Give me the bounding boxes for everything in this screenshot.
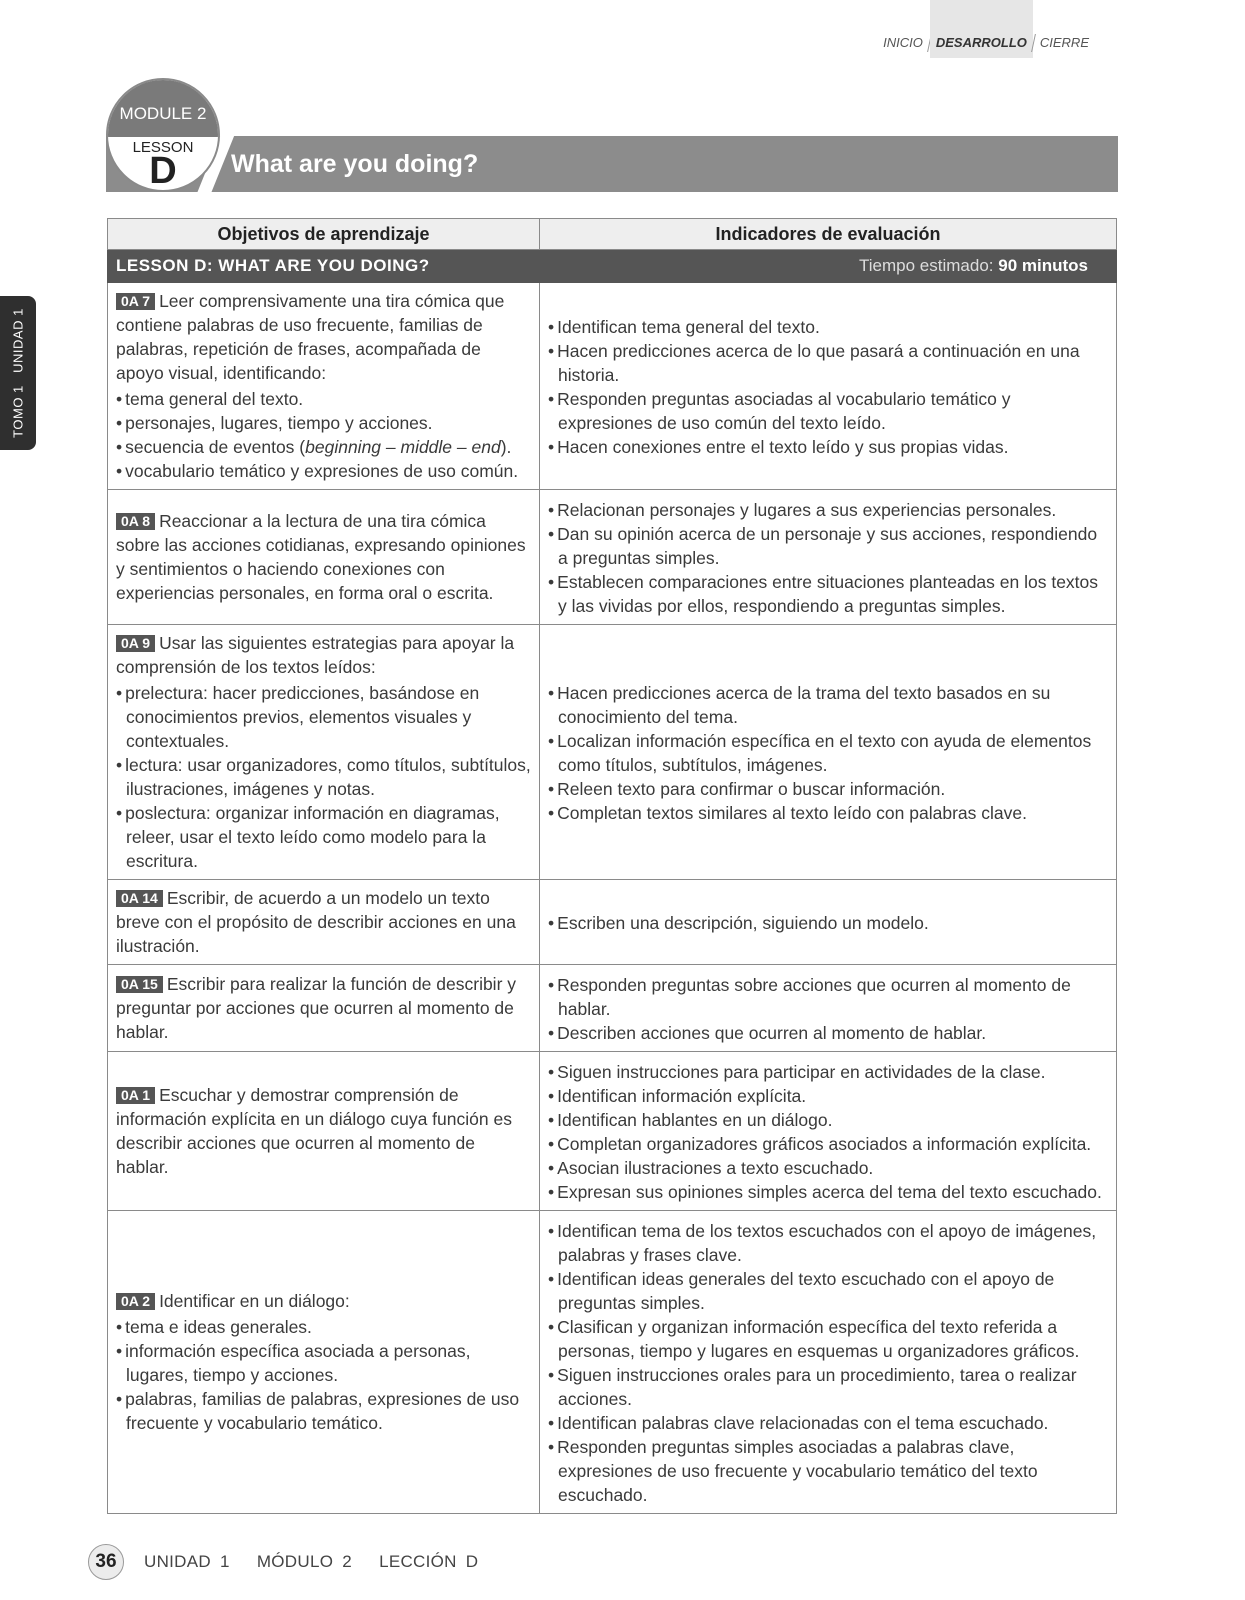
table-row bbox=[108, 283, 1117, 490]
list-item: • Identifican palabras clave relacionadas con el tema escuchado. bbox=[548, 1411, 1108, 1435]
objective-cell bbox=[108, 490, 540, 625]
oa-code-badge: 0A 15 bbox=[116, 976, 163, 993]
list-item: • Asocian ilustraciones a texto escuchado. bbox=[548, 1156, 1108, 1180]
objective-description: Leer comprensivamente una tira cómica que contiene palabras de uso frecuente, familias de palabras, repetición de frases, acompañada de apoyo visual, identificando: bbox=[116, 291, 505, 383]
list-item: • Identifican tema general del texto. bbox=[548, 315, 1108, 339]
col-header-indicators: Indicadores de evaluación bbox=[540, 219, 1117, 250]
lesson-row bbox=[108, 250, 1117, 283]
table-row bbox=[108, 1211, 1117, 1514]
list-item: • Hacen predicciones acerca de la trama del texto basados en su conocimiento del tema. bbox=[548, 681, 1108, 729]
list-item: • Relacionan personajes y lugares a sus experiencias personales. bbox=[548, 498, 1108, 522]
indicator-list bbox=[548, 973, 1108, 1045]
indicator-list bbox=[548, 681, 1108, 825]
table-row bbox=[108, 1052, 1117, 1211]
list-item: • Responden preguntas sobre acciones que ocurren al momento de hablar. bbox=[548, 973, 1108, 1021]
indicator-list bbox=[548, 1219, 1108, 1507]
objective-cell bbox=[108, 880, 540, 965]
list-item: • Dan su opinión acerca de un personaje y sus acciones, respondiendo a preguntas simples. bbox=[548, 522, 1108, 570]
section-nav bbox=[877, 0, 1095, 58]
objective-description: Reaccionar a la lectura de una tira cómica sobre las acciones cotidianas, expresando opiniones y sentimientos o haciendo conexiones con experiencias personales, en forma oral o escrita. bbox=[116, 511, 526, 603]
indicator-cell bbox=[540, 1211, 1117, 1514]
table-row bbox=[108, 880, 1117, 965]
indicator-list bbox=[548, 315, 1108, 459]
objective-description: Escribir para realizar la función de describir y preguntar por acciones que ocurren al momento de hablar. bbox=[116, 974, 517, 1042]
list-item: • Localizan información específica en el texto con ayuda de elementos como títulos, subtítulos, imágenes. bbox=[548, 729, 1108, 777]
list-item: • vocabulario temático y expresiones de uso común. bbox=[116, 459, 531, 483]
list-item: • Hacen predicciones acerca de lo que pasará a continuación en una historia. bbox=[548, 339, 1108, 387]
indicator-cell bbox=[540, 283, 1117, 490]
oa-code-badge: 0A 1 bbox=[116, 1087, 155, 1104]
list-item: • Responden preguntas simples asociadas a palabras clave, expresiones de uso frecuente y vocabulario temático del texto escuchado. bbox=[548, 1435, 1108, 1507]
list-item: • Identifican tema de los textos escuchados con el apoyo de imágenes, palabras y frases clave. bbox=[548, 1219, 1108, 1267]
oa-code-badge: 0A 14 bbox=[116, 890, 163, 907]
list-item: • Identifican ideas generales del texto escuchado con el apoyo de preguntas simples. bbox=[548, 1267, 1108, 1315]
nav-desarrollo: DESARROLLO bbox=[930, 0, 1033, 58]
oa-code-badge: 0A 2 bbox=[116, 1293, 155, 1310]
oa-code-badge: 0A 7 bbox=[116, 293, 155, 310]
list-item: • poslectura: organizar información en diagramas, releer, usar el texto leído como modelo para la escritura. bbox=[116, 801, 531, 873]
list-item: • Expresan sus opiniones simples acerca del tema del texto escuchado. bbox=[548, 1180, 1108, 1204]
side-tab-label: TOMO 1 UNIDAD 1 bbox=[10, 308, 26, 438]
side-tab bbox=[0, 296, 36, 450]
time-value: 90 minutos bbox=[998, 256, 1088, 275]
list-item: • Completan organizadores gráficos asociados a información explícita. bbox=[548, 1132, 1108, 1156]
footer-text: UNIDAD 1 MÓDULO 2 LECCIÓN D bbox=[144, 1552, 479, 1571]
lesson-letter: D bbox=[149, 150, 177, 192]
list-item: • Responden preguntas asociadas al vocabulario temático y expresiones de uso común del texto leído. bbox=[548, 387, 1108, 435]
objective-text bbox=[116, 1083, 531, 1179]
list-item: • Escriben una descripción, siguiendo un modelo. bbox=[548, 911, 1108, 935]
indicator-cell bbox=[540, 625, 1117, 880]
objective-cell bbox=[108, 965, 540, 1052]
objective-bullets bbox=[116, 387, 531, 483]
lesson-title: What are you doing? bbox=[106, 136, 1118, 192]
lesson-word: LESSON bbox=[132, 139, 194, 156]
objective-text bbox=[116, 289, 531, 385]
lesson-header bbox=[106, 78, 1118, 196]
objective-description: Identificar en un diálogo: bbox=[159, 1291, 350, 1311]
table-body bbox=[108, 283, 1117, 1514]
list-item: • Siguen instrucciones para participar en actividades de la clase. bbox=[548, 1060, 1108, 1084]
objective-bullets bbox=[116, 681, 531, 873]
objective-bullets bbox=[116, 1315, 531, 1435]
module-badge bbox=[106, 78, 220, 192]
indicator-cell bbox=[540, 1052, 1117, 1211]
objective-cell bbox=[108, 283, 540, 490]
col-header-objectives: Objetivos de aprendizaje bbox=[108, 219, 540, 250]
list-item: • Hacen conexiones entre el texto leído y sus propias vidas. bbox=[548, 435, 1108, 459]
objective-cell bbox=[108, 1052, 540, 1211]
table-row bbox=[108, 965, 1117, 1052]
table-row bbox=[108, 625, 1117, 880]
list-item: • lectura: usar organizadores, como títulos, subtítulos, ilustraciones, imágenes y notas. bbox=[116, 753, 531, 801]
indicator-list bbox=[548, 1060, 1108, 1204]
page-footer bbox=[88, 1544, 478, 1580]
objective-text bbox=[116, 509, 531, 605]
page-number: 36 bbox=[88, 1544, 124, 1580]
list-item: • Identifican hablantes en un diálogo. bbox=[548, 1108, 1108, 1132]
list-item: • tema general del texto. bbox=[116, 387, 531, 411]
objective-text bbox=[116, 1289, 531, 1313]
module-label: MODULE 2 bbox=[108, 80, 218, 137]
list-item: • prelectura: hacer predicciones, basándose en conocimientos previos, elementos visuales y contextuales. bbox=[116, 681, 531, 753]
list-item: • palabras, familias de palabras, expresiones de uso frecuente y vocabulario temático. bbox=[116, 1387, 531, 1435]
indicator-list bbox=[548, 498, 1108, 618]
objective-description: Escribir, de acuerdo a un modelo un texto breve con el propósito de describir acciones en una ilustración. bbox=[116, 888, 516, 956]
oa-code-badge: 0A 8 bbox=[116, 513, 155, 530]
objectives-table bbox=[107, 218, 1117, 1514]
objective-description: Usar las siguientes estrategias para apoyar la comprensión de los textos leídos: bbox=[116, 633, 515, 677]
list-item: • información específica asociada a personas, lugares, tiempo y acciones. bbox=[116, 1339, 531, 1387]
list-item: • personajes, lugares, tiempo y acciones. bbox=[116, 411, 531, 435]
table-row bbox=[108, 490, 1117, 625]
nav-inicio: INICIO bbox=[883, 35, 923, 50]
list-item: • secuencia de eventos (beginning – middle – end). bbox=[116, 435, 531, 459]
indicator-cell bbox=[540, 965, 1117, 1052]
objective-text bbox=[116, 886, 531, 958]
objective-text bbox=[116, 631, 531, 679]
list-item: • Completan textos similares al texto leído con palabras clave. bbox=[548, 801, 1108, 825]
list-item: • Establecen comparaciones entre situaciones planteadas en los textos y las vividas por ellos, respondiendo a preguntas simples. bbox=[548, 570, 1108, 618]
objective-text bbox=[116, 972, 531, 1044]
indicator-cell bbox=[540, 880, 1117, 965]
indicator-cell bbox=[540, 490, 1117, 625]
indicator-list bbox=[548, 911, 1108, 935]
objective-cell bbox=[108, 1211, 540, 1514]
objective-cell bbox=[108, 625, 540, 880]
list-item: • Clasifican y organizan información específica del texto referida a personas, tiempo y lugares en esquemas u organizadores gráficos. bbox=[548, 1315, 1108, 1363]
nav-cierre: CIERRE bbox=[1039, 35, 1089, 50]
objective-description: Escuchar y demostrar comprensión de información explícita en un diálogo cuya función es describir acciones que ocurren al momento de hablar. bbox=[116, 1085, 512, 1177]
list-item: • Siguen instrucciones orales para un procedimiento, tarea o realizar acciones. bbox=[548, 1363, 1108, 1411]
list-item: • tema e ideas generales. bbox=[116, 1315, 531, 1339]
oa-code-badge: 0A 9 bbox=[116, 635, 155, 652]
time-label: Tiempo estimado: bbox=[859, 256, 994, 275]
list-item: • Describen acciones que ocurren al momento de hablar. bbox=[548, 1021, 1108, 1045]
time-estimate bbox=[540, 250, 1117, 283]
lesson-name: LESSON D: WHAT ARE YOU DOING? bbox=[108, 250, 540, 283]
list-item: • Identifican información explícita. bbox=[548, 1084, 1108, 1108]
list-item: • Releen texto para confirmar o buscar información. bbox=[548, 777, 1108, 801]
